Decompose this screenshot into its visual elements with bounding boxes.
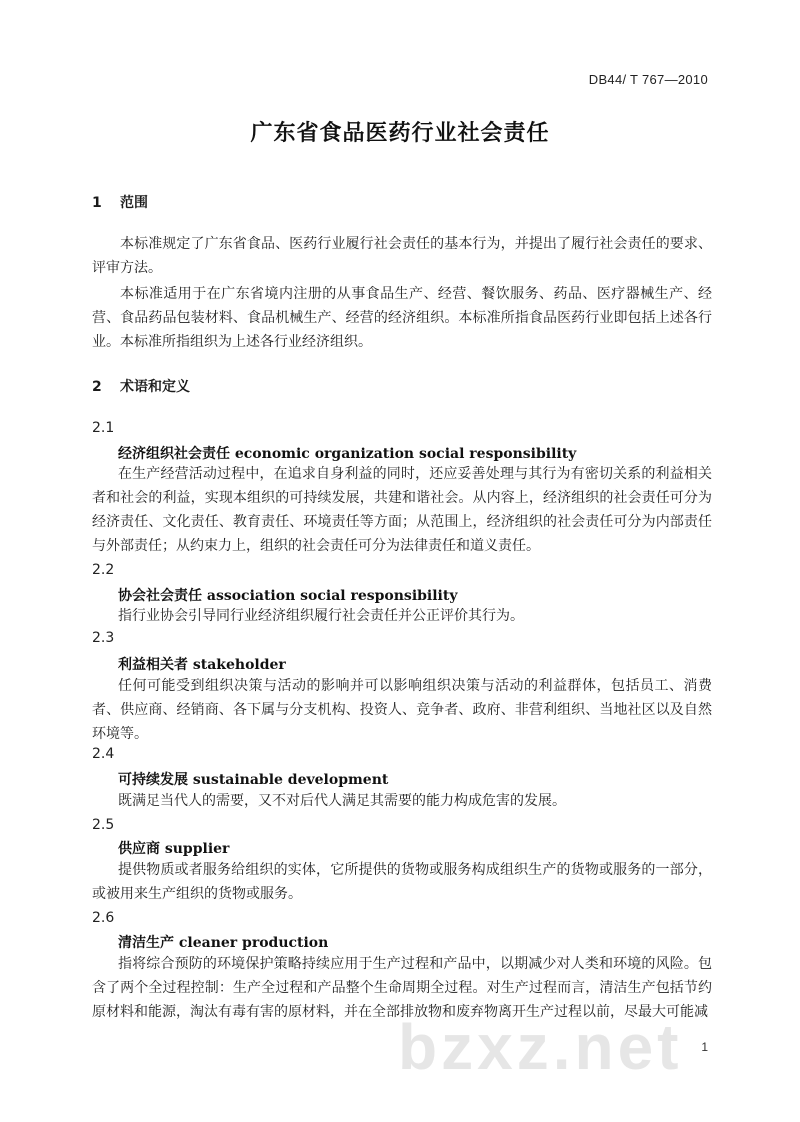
section-heading-terms [92, 376, 190, 396]
term-name: 协会社会责任 association social responsibility [118, 588, 458, 604]
document-title: 广东省食品医药行业社会责任 [250, 121, 550, 146]
section-title: 范围 [120, 195, 148, 211]
section-number: 2 [92, 379, 102, 395]
section-number: 1 [92, 195, 102, 211]
term-name: 供应商 supplier [118, 841, 230, 857]
scope-paragraph-1: 本标准规定了广东省食品、医药行业履行社会责任的基本行为，并提出了履行社会责任的要求、评审方法。 [92, 236, 712, 276]
page-number: 1 [701, 1040, 708, 1054]
term-number: 2.4 [92, 746, 115, 762]
term-name: 经济组织社会责任 economic organization social responsibility [118, 446, 577, 462]
term-definition: 任何可能受到组织决策与活动的影响并可以影响组织决策与活动的利益群体，包括员工、消费者、供应商、经销商、各下属与分支机构、投资人、竞争者、政府、非营利组织、当地社区以及自然环境等。 [92, 678, 712, 742]
term-number: 2.6 [92, 910, 115, 926]
term-definition: 指将综合预防的环境保护策略持续应用于生产过程和产品中，以期减少对人类和环境的风险。包含了两个全过程控制：生产全过程和产品整个生命周期全过程。对生产过程而言，清洁生产包括节约原材料和能源，淘汰有毒有害的原材料，并在全部排放物和废弃物离开生产过程以前，尽最大可能减 [92, 956, 712, 1020]
term-definition: 指行业协会引导同行业经济组织履行社会责任并公正评价其行为。 [118, 608, 524, 624]
section-title: 术语和定义 [120, 379, 190, 395]
term-definition: 在生产经营活动过程中，在追求自身利益的同时，还应妥善处理与其行为有密切关系的利益相关者和社会的利益，实现本组织的可持续发展，共建和谐社会。从内容上，经济组织的社会责任可分为经济责任、文化责任、教育责任、环境责任等方面；从范围上，经济组织的社会责任可分为内部责任与外部责任；从约束力上，组织的社会责任可分为法律责任和道义责任。 [92, 466, 712, 554]
term-definition: 既满足当代人的需要，又不对后代人满足其需要的能力构成危害的发展。 [118, 793, 566, 809]
term-number: 2.1 [92, 420, 115, 436]
term-definition: 提供物质或者服务给组织的实体，它所提供的货物或服务构成组织生产的货物或服务的一部分，或被用来生产组织的货物或服务。 [92, 862, 712, 902]
term-number: 2.5 [92, 817, 115, 833]
watermark: bzxz.net [398, 1011, 683, 1083]
scope-paragraph-2: 本标准适用于在广东省境内注册的从事食品生产、经营、餐饮服务、药品、医疗器械生产、经营、食品药品包装材料、食品机械生产、经营的经济组织。本标准所指食品医药行业即包括上述各行业。本标准所指组织为上述各行业经济组织。 [92, 286, 712, 350]
term-name: 可持续发展 sustainable development [118, 772, 389, 788]
section-heading-scope [92, 192, 148, 212]
term-number: 2.2 [92, 562, 115, 578]
term-name: 利益相关者 stakeholder [118, 657, 286, 673]
term-name: 清洁生产 cleaner production [118, 935, 329, 951]
standard-code: DB44/ T 767—2010 [588, 72, 708, 87]
term-number: 2.3 [92, 630, 115, 646]
